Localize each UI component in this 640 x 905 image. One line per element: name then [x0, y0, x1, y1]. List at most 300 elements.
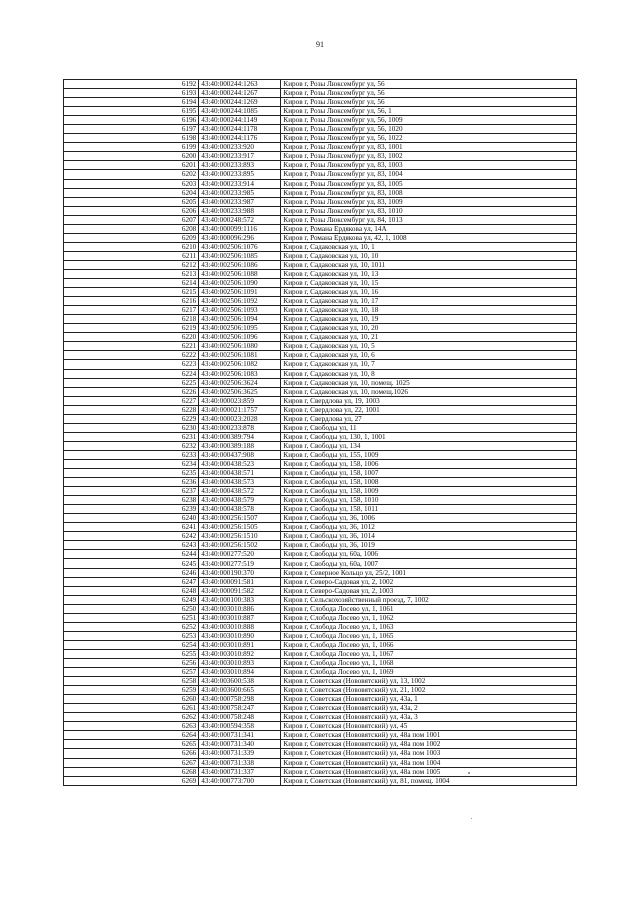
row-number-cell: 6207 [64, 215, 199, 224]
table-row [64, 188, 577, 197]
row-number-cell: 6203 [64, 179, 199, 188]
address-cell: Киров г, Розы Люксембург ул, 56 [281, 98, 577, 107]
table-row [64, 242, 577, 251]
scan-speck [471, 818, 472, 819]
address-cell: Киров г, Садаковская ул, 10, 16 [281, 288, 577, 297]
cadastral-number-cell: 43:40:000244:1149 [199, 116, 281, 125]
address-cell: Киров г, Розы Люксембург ул, 83, 1009 [281, 197, 577, 206]
row-number-cell: 6246 [64, 568, 199, 577]
address-cell: Киров г, Свободы ул, 130, 1, 1001 [281, 432, 577, 441]
cadastral-number-cell: 43:40:000389:188 [199, 441, 281, 450]
row-number-cell: 6261 [64, 704, 199, 713]
address-cell: Киров г, Свободы ул, 158, 1011 [281, 505, 577, 514]
row-number-cell: 6260 [64, 695, 199, 704]
row-number-cell: 6204 [64, 188, 199, 197]
row-number-cell: 6216 [64, 297, 199, 306]
row-number-cell: 6198 [64, 134, 199, 143]
table-row [64, 450, 577, 459]
address-cell: Киров г, Розы Люксембург ул, 83, 1004 [281, 170, 577, 179]
table-row [64, 423, 577, 432]
table-row [64, 704, 577, 713]
cadastral-number-cell: 43:40:000233:893 [199, 161, 281, 170]
address-cell: Киров г, Садаковская ул, 10, помещ. 1025 [281, 378, 577, 387]
row-number-cell: 6226 [64, 387, 199, 396]
table-row [64, 260, 577, 269]
row-number-cell: 6253 [64, 631, 199, 640]
address-cell: Киров г, Садаковская ул, 10, помещ.1026 [281, 387, 577, 396]
row-number-cell: 6252 [64, 622, 199, 631]
table-row [64, 532, 577, 541]
cadastral-number-cell: 43:40:002506:1088 [199, 269, 281, 278]
table-row [64, 677, 577, 686]
table-row [64, 297, 577, 306]
scan-speck [468, 772, 470, 774]
cadastral-number-cell: 43:40:002506:1093 [199, 306, 281, 315]
cadastral-number-cell: 43:40:003010:887 [199, 613, 281, 622]
table-row [64, 541, 577, 550]
row-number-cell: 6231 [64, 432, 199, 441]
address-cell: Киров г, Советская (Нововятский) ул, 43а, 1 [281, 695, 577, 704]
cadastral-number-cell: 43:40:000256:1507 [199, 514, 281, 523]
table-row [64, 279, 577, 288]
property-register-table [63, 79, 577, 786]
row-number-cell: 6245 [64, 559, 199, 568]
cadastral-number-cell: 43:40:003010:894 [199, 668, 281, 677]
row-number-cell: 6240 [64, 514, 199, 523]
address-cell: Киров г, Садаковская ул, 10, 15 [281, 279, 577, 288]
table-row [64, 134, 577, 143]
row-number-cell: 6242 [64, 532, 199, 541]
row-number-cell: 6194 [64, 98, 199, 107]
address-cell: Киров г, Советская (Нововятский) ул, 43а, 3 [281, 713, 577, 722]
address-cell: Киров г, Советская (Нововятский) ул, 48а пом 1003 [281, 749, 577, 758]
table-row [64, 496, 577, 505]
table-row [64, 686, 577, 695]
cadastral-number-cell: 43:40:000190:370 [199, 568, 281, 577]
cadastral-number-cell: 43:40:000731:339 [199, 749, 281, 758]
address-cell: Киров г, Садаковская ул, 10, 10 [281, 251, 577, 260]
row-number-cell: 6195 [64, 107, 199, 116]
cadastral-number-cell: 43:40:000233:895 [199, 170, 281, 179]
address-cell: Киров г, Слобода Лосево ул, 1, 1065 [281, 631, 577, 640]
address-cell: Киров г, Советская (Нововятский) ул, 43а, 2 [281, 704, 577, 713]
cadastral-number-cell: 43:40:000244:1178 [199, 125, 281, 134]
address-cell: Киров г, Слобода Лосево ул, 1, 1062 [281, 613, 577, 622]
table-row [64, 604, 577, 613]
table-row [64, 288, 577, 297]
table-row [64, 125, 577, 134]
table-row [64, 441, 577, 450]
table-row [64, 396, 577, 405]
address-cell: Киров г, Советская (Нововятский) ул, 48а пом 1005 [281, 767, 577, 776]
table-row [64, 613, 577, 622]
row-number-cell: 6266 [64, 749, 199, 758]
address-cell: Киров г, Советская (Нововятский) ул, 48а пом 1004 [281, 758, 577, 767]
address-cell: Киров г, Розы Люксембург ул, 56, 1 [281, 107, 577, 116]
row-number-cell: 6200 [64, 152, 199, 161]
table-row [64, 405, 577, 414]
row-number-cell: 6229 [64, 414, 199, 423]
address-cell: Киров г, Советская (Нововятский) ул, 21, 1002 [281, 686, 577, 695]
row-number-cell: 6217 [64, 306, 199, 315]
cadastral-number-cell: 43:40:000438:572 [199, 487, 281, 496]
table-row [64, 631, 577, 640]
address-cell: Киров г, Сельскохозяйственный проезд, 7, 1002 [281, 595, 577, 604]
row-number-cell: 6208 [64, 224, 199, 233]
address-cell: Киров г, Романа Ердякова ул, 42, 1, 1008 [281, 233, 577, 242]
address-cell: Киров г, Розы Люксембург ул, 56, 1020 [281, 125, 577, 134]
address-cell: Киров г, Розы Люксембург ул, 56 [281, 89, 577, 98]
cadastral-number-cell: 43:40:000438:523 [199, 459, 281, 468]
table-row [64, 360, 577, 369]
address-cell: Киров г, Северо-Садовая ул, 2, 1002 [281, 577, 577, 586]
table-row [64, 713, 577, 722]
table-row [64, 333, 577, 342]
address-cell: Киров г, Свободы ул, 158, 1008 [281, 478, 577, 487]
row-number-cell: 6227 [64, 396, 199, 405]
row-number-cell: 6265 [64, 740, 199, 749]
address-cell: Киров г, Слобода Лосево ул, 1, 1069 [281, 668, 577, 677]
address-cell: Киров г, Розы Люксембург ул, 56, 1009 [281, 116, 577, 125]
cadastral-number-cell: 43:40:000233:917 [199, 152, 281, 161]
table-row [64, 170, 577, 179]
cadastral-number-cell: 43:40:002506:1085 [199, 251, 281, 260]
cadastral-number-cell: 43:40:000256:1510 [199, 532, 281, 541]
table-row [64, 251, 577, 260]
address-cell: Киров г, Садаковская ул, 10, 1011 [281, 260, 577, 269]
address-cell: Киров г, Свободы ул, 155, 1009 [281, 450, 577, 459]
address-cell: Киров г, Советская (Нововятский) ул, 81, помещ. 1004 [281, 776, 577, 785]
cadastral-number-cell: 43:40:000731:337 [199, 767, 281, 776]
row-number-cell: 6213 [64, 269, 199, 278]
row-number-cell: 6206 [64, 206, 199, 215]
row-number-cell: 6196 [64, 116, 199, 125]
row-number-cell: 6197 [64, 125, 199, 134]
cadastral-number-cell: 43:40:003010:888 [199, 622, 281, 631]
cadastral-number-cell: 43:40:000244:1176 [199, 134, 281, 143]
table-row [64, 459, 577, 468]
table-row [64, 269, 577, 278]
table-row [64, 161, 577, 170]
cadastral-number-cell: 43:40:003600:538 [199, 677, 281, 686]
row-number-cell: 6202 [64, 170, 199, 179]
address-cell: Киров г, Садаковская ул, 10, 6 [281, 351, 577, 360]
address-cell: Киров г, Розы Люксембург ул, 83, 1003 [281, 161, 577, 170]
table-row [64, 505, 577, 514]
page-number: 91 [316, 40, 324, 49]
row-number-cell: 6241 [64, 523, 199, 532]
address-cell: Киров г, Садаковская ул, 10, 8 [281, 369, 577, 378]
address-cell: Киров г, Розы Люксембург ул, 83, 1010 [281, 206, 577, 215]
address-cell: Киров г, Свободы ул, 158, 1010 [281, 496, 577, 505]
row-number-cell: 6220 [64, 333, 199, 342]
address-cell: Киров г, Романа Ердякова ул, 14А [281, 224, 577, 233]
address-cell: Киров г, Розы Люксембург ул, 56 [281, 80, 577, 89]
table-row [64, 568, 577, 577]
address-cell: Киров г, Северное Кольцо ул, 25/2, 1001 [281, 568, 577, 577]
table-row [64, 107, 577, 116]
cadastral-number-cell: 43:40:000233:985 [199, 188, 281, 197]
cadastral-number-cell: 43:40:000594:358 [199, 722, 281, 731]
row-number-cell: 6199 [64, 143, 199, 152]
address-cell: Киров г, Свердлова ул, 27 [281, 414, 577, 423]
row-number-cell: 6250 [64, 604, 199, 613]
table-row [64, 197, 577, 206]
cadastral-number-cell: 43:40:000731:340 [199, 740, 281, 749]
row-number-cell: 6230 [64, 423, 199, 432]
row-number-cell: 6232 [64, 441, 199, 450]
table-row [64, 487, 577, 496]
cadastral-number-cell: 43:40:000233:878 [199, 423, 281, 432]
table-row [64, 767, 577, 776]
table-row [64, 351, 577, 360]
row-number-cell: 6221 [64, 342, 199, 351]
table-row [64, 215, 577, 224]
row-number-cell: 6224 [64, 369, 199, 378]
register-body [64, 80, 577, 786]
address-cell: Киров г, Садаковская ул, 10, 17 [281, 297, 577, 306]
cadastral-number-cell: 43:40:000244:1269 [199, 98, 281, 107]
cadastral-number-cell: 43:40:002506:1083 [199, 369, 281, 378]
cadastral-number-cell: 43:40:002506:1082 [199, 360, 281, 369]
address-cell: Киров г, Советская (Нововятский) ул, 48а пом 1002 [281, 740, 577, 749]
table-row [64, 523, 577, 532]
table-row [64, 306, 577, 315]
cadastral-number-cell: 43:40:003600:665 [199, 686, 281, 695]
row-number-cell: 6214 [64, 279, 199, 288]
table-row [64, 432, 577, 441]
address-cell: Киров г, Садаковская ул, 10, 5 [281, 342, 577, 351]
row-number-cell: 6268 [64, 767, 199, 776]
row-number-cell: 6223 [64, 360, 199, 369]
row-number-cell: 6243 [64, 541, 199, 550]
table-row [64, 378, 577, 387]
address-cell: Киров г, Розы Люксембург ул, 83, 1008 [281, 188, 577, 197]
address-cell: Киров г, Советская (Нововятский) ул, 45 [281, 722, 577, 731]
row-number-cell: 6235 [64, 469, 199, 478]
cadastral-number-cell: 43:40:000438:573 [199, 478, 281, 487]
row-number-cell: 6263 [64, 722, 199, 731]
table-row [64, 586, 577, 595]
cadastral-number-cell: 43:40:000021:1757 [199, 405, 281, 414]
cadastral-number-cell: 43:40:003010:893 [199, 659, 281, 668]
address-cell: Киров г, Садаковская ул, 10, 13 [281, 269, 577, 278]
row-number-cell: 6269 [64, 776, 199, 785]
cadastral-number-cell: 43:40:000244:1263 [199, 80, 281, 89]
table-row [64, 731, 577, 740]
row-number-cell: 6233 [64, 450, 199, 459]
cadastral-number-cell: 43:40:002506:3625 [199, 387, 281, 396]
cadastral-number-cell: 43:40:003010:890 [199, 631, 281, 640]
table-row [64, 315, 577, 324]
table-row [64, 206, 577, 215]
address-cell: Киров г, Розы Люксембург ул, 83, 1005 [281, 179, 577, 188]
row-number-cell: 6258 [64, 677, 199, 686]
address-cell: Киров г, Розы Люксембург ул, 83, 1001 [281, 143, 577, 152]
address-cell: Киров г, Розы Люксембург ул, 56, 1022 [281, 134, 577, 143]
table-row [64, 749, 577, 758]
address-cell: Киров г, Садаковская ул, 10, 21 [281, 333, 577, 342]
cadastral-number-cell: 43:40:000256:1502 [199, 541, 281, 550]
cadastral-number-cell: 43:40:000233:988 [199, 206, 281, 215]
cadastral-number-cell: 43:40:000256:1505 [199, 523, 281, 532]
table-row [64, 179, 577, 188]
cadastral-number-cell: 43:40:002506:1090 [199, 279, 281, 288]
row-number-cell: 6218 [64, 315, 199, 324]
row-number-cell: 6209 [64, 233, 199, 242]
address-cell: Киров г, Свободы ул, 36, 1014 [281, 532, 577, 541]
cadastral-number-cell: 43:40:000244:1085 [199, 107, 281, 116]
cadastral-number-cell: 43:40:000233:920 [199, 143, 281, 152]
cadastral-number-cell: 43:40:000277:520 [199, 550, 281, 559]
row-number-cell: 6219 [64, 324, 199, 333]
table-row [64, 776, 577, 785]
address-cell: Киров г, Свободы ул, 60а, 1006 [281, 550, 577, 559]
table-row [64, 668, 577, 677]
table-row [64, 649, 577, 658]
cadastral-number-cell: 43:40:000438:571 [199, 469, 281, 478]
row-number-cell: 6244 [64, 550, 199, 559]
row-number-cell: 6215 [64, 288, 199, 297]
cadastral-number-cell: 43:40:003010:886 [199, 604, 281, 613]
cadastral-number-cell: 43:40:002506:1094 [199, 315, 281, 324]
table-row [64, 469, 577, 478]
row-number-cell: 6192 [64, 80, 199, 89]
table-row [64, 695, 577, 704]
cadastral-number-cell: 43:40:000277:519 [199, 559, 281, 568]
row-number-cell: 6254 [64, 640, 199, 649]
address-cell: Киров г, Свердлова ул, 19, 1003 [281, 396, 577, 405]
address-cell: Киров г, Садаковская ул, 10, 19 [281, 315, 577, 324]
cadastral-number-cell: 43:40:000244:1267 [199, 89, 281, 98]
row-number-cell: 6249 [64, 595, 199, 604]
row-number-cell: 6210 [64, 242, 199, 251]
cadastral-number-cell: 43:40:002506:1091 [199, 288, 281, 297]
table-row [64, 233, 577, 242]
cadastral-number-cell: 43:40:002506:1076 [199, 242, 281, 251]
cadastral-number-cell: 43:40:002506:1080 [199, 342, 281, 351]
table-row [64, 722, 577, 731]
row-number-cell: 6256 [64, 659, 199, 668]
cadastral-number-cell: 43:40:002506:1081 [199, 351, 281, 360]
cadastral-number-cell: 43:40:000758:248 [199, 713, 281, 722]
cadastral-number-cell: 43:40:002506:3624 [199, 378, 281, 387]
address-cell: Киров г, Свободы ул, 36, 1006 [281, 514, 577, 523]
cadastral-number-cell: 43:40:002506:1096 [199, 333, 281, 342]
cadastral-number-cell: 43:40:003010:892 [199, 649, 281, 658]
address-cell: Киров г, Свободы ул, 11 [281, 423, 577, 432]
table-row [64, 89, 577, 98]
row-number-cell: 6259 [64, 686, 199, 695]
address-cell: Киров г, Слобода Лосево ул, 1, 1067 [281, 649, 577, 658]
table-row [64, 116, 577, 125]
table-row [64, 622, 577, 631]
address-cell: Киров г, Розы Люксембург ул, 83, 1002 [281, 152, 577, 161]
address-cell: Киров г, Слобода Лосево ул, 1, 1063 [281, 622, 577, 631]
row-number-cell: 6237 [64, 487, 199, 496]
table-row [64, 559, 577, 568]
address-cell: Киров г, Свободы ул, 158, 1009 [281, 487, 577, 496]
row-number-cell: 6257 [64, 668, 199, 677]
address-cell: Киров г, Свободы ул, 60а, 1007 [281, 559, 577, 568]
table-row [64, 387, 577, 396]
table-row [64, 143, 577, 152]
cadastral-number-cell: 43:40:000091:582 [199, 586, 281, 595]
cadastral-number-cell: 43:40:002506:1086 [199, 260, 281, 269]
row-number-cell: 6239 [64, 505, 199, 514]
row-number-cell: 6264 [64, 731, 199, 740]
table-row [64, 98, 577, 107]
table-row [64, 595, 577, 604]
cadastral-number-cell: 43:40:000091:581 [199, 577, 281, 586]
row-number-cell: 6255 [64, 649, 199, 658]
cadastral-number-cell: 43:40:002506:1092 [199, 297, 281, 306]
address-cell: Киров г, Розы Люксембург ул, 84, 1013 [281, 215, 577, 224]
table-row [64, 80, 577, 89]
row-number-cell: 6251 [64, 613, 199, 622]
table-row [64, 324, 577, 333]
address-cell: Киров г, Свободы ул, 36, 1012 [281, 523, 577, 532]
address-cell: Киров г, Свердлова ул, 22, 1001 [281, 405, 577, 414]
cadastral-number-cell: 43:40:000100:383 [199, 595, 281, 604]
table-row [64, 577, 577, 586]
table-row [64, 414, 577, 423]
cadastral-number-cell: 43:40:000731:338 [199, 758, 281, 767]
cadastral-number-cell: 43:40:000023:859 [199, 396, 281, 405]
row-number-cell: 6247 [64, 577, 199, 586]
cadastral-number-cell: 43:40:000233:914 [199, 179, 281, 188]
row-number-cell: 6262 [64, 713, 199, 722]
row-number-cell: 6228 [64, 405, 199, 414]
cadastral-number-cell: 43:40:000233:987 [199, 197, 281, 206]
cadastral-number-cell: 43:40:003010:891 [199, 640, 281, 649]
row-number-cell: 6267 [64, 758, 199, 767]
row-number-cell: 6248 [64, 586, 199, 595]
row-number-cell: 6212 [64, 260, 199, 269]
row-number-cell: 6201 [64, 161, 199, 170]
cadastral-number-cell: 43:40:000438:579 [199, 496, 281, 505]
cadastral-number-cell: 43:40:000758:298 [199, 695, 281, 704]
address-cell: Киров г, Северо-Садовая ул, 2, 1003 [281, 586, 577, 595]
address-cell: Киров г, Советская (Нововятский) ул, 13, 1002 [281, 677, 577, 686]
address-cell: Киров г, Садаковская ул, 10, 1 [281, 242, 577, 251]
address-cell: Киров г, Свободы ул, 158, 1007 [281, 469, 577, 478]
cadastral-number-cell: 43:40:000731:341 [199, 731, 281, 740]
cadastral-number-cell: 43:40:002506:1095 [199, 324, 281, 333]
address-cell: Киров г, Садаковская ул, 10, 18 [281, 306, 577, 315]
table-row [64, 514, 577, 523]
cadastral-number-cell: 43:40:000389:794 [199, 432, 281, 441]
row-number-cell: 6222 [64, 351, 199, 360]
address-cell: Киров г, Свободы ул, 134 [281, 441, 577, 450]
cadastral-number-cell: 43:40:000096:296 [199, 233, 281, 242]
row-number-cell: 6193 [64, 89, 199, 98]
address-cell: Киров г, Слобода Лосево ул, 1, 1068 [281, 659, 577, 668]
address-cell: Киров г, Садаковская ул, 10, 20 [281, 324, 577, 333]
table-row [64, 740, 577, 749]
table-row [64, 640, 577, 649]
row-number-cell: 6238 [64, 496, 199, 505]
cadastral-number-cell: 43:40:000248:572 [199, 215, 281, 224]
table-row [64, 659, 577, 668]
row-number-cell: 6211 [64, 251, 199, 260]
cadastral-number-cell: 43:40:000437:908 [199, 450, 281, 459]
row-number-cell: 6225 [64, 378, 199, 387]
cadastral-number-cell: 43:40:000099:1116 [199, 224, 281, 233]
address-cell: Киров г, Свободы ул, 36, 1019 [281, 541, 577, 550]
address-cell: Киров г, Слобода Лосево ул, 1, 1066 [281, 640, 577, 649]
table-row [64, 758, 577, 767]
